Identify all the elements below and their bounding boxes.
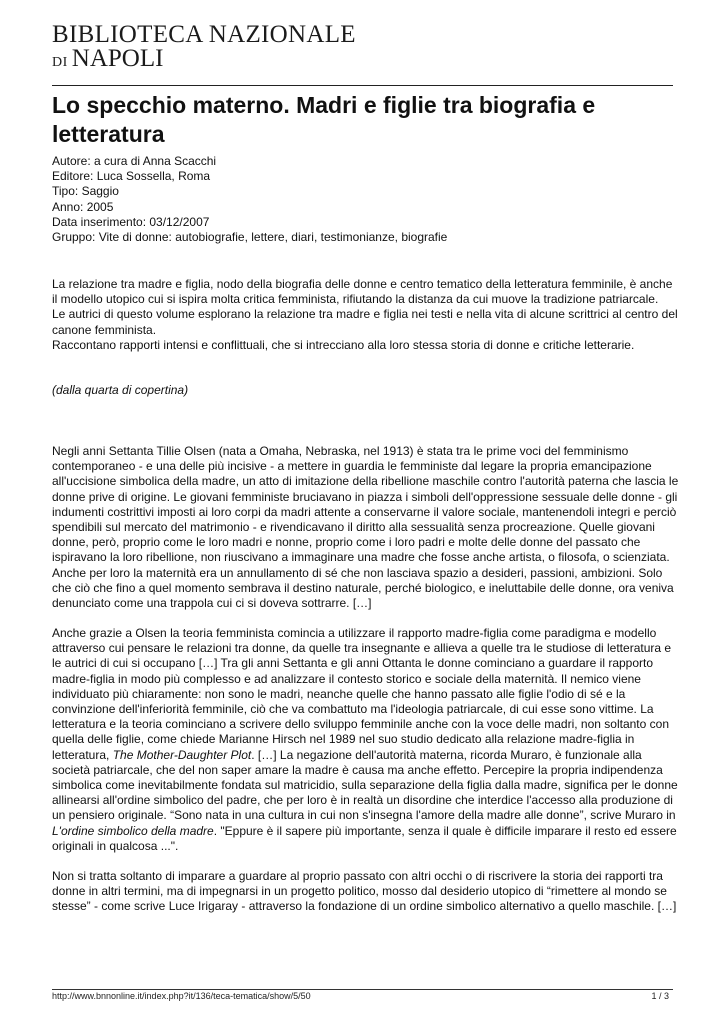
- excerpt-text-part: . "Eppure è il sapere più importante, senza il quale è difficile imparare il resto ed essere originali in qualcosa ...".: [52, 823, 677, 853]
- page-number: 1 / 3: [651, 991, 669, 1001]
- source-label: (dalla quarta di copertina): [52, 383, 189, 397]
- book-title-italic: The Mother-Daughter Plot: [112, 747, 252, 762]
- source-note: [52, 383, 679, 398]
- meta-type: Tipo: Saggio: [52, 184, 119, 199]
- library-logo: [52, 22, 356, 74]
- intro-paragraph: La relazione tra madre e figlia, nodo della biografia delle donne e centro tematico della letteratura femminile, è anche il modello utopico cui si ispira molta critica femminista, rifiutando la distanza da cui muove la tradizione patriarcale.: [52, 277, 673, 307]
- excerpt-paragraph-2: [52, 626, 679, 854]
- intro-section: [52, 277, 679, 353]
- excerpt-text: Negli anni Settanta Tillie Olsen (nata a Omaha, Nebraska, nel 1913) è stata tra le prime voci del femminismo contemporaneo - e una delle più incisive - a mettere in guardia le femministe dal legare la propria emancipazione all'uccisione simbolica della madre, un atto di imitazione della ribellione maschile contro l'autorità paterna che lascia le donne prive di origine. Le giovani femministe bruciavano in piazza i simboli dell'oppressione sessuale delle donne - gli indumenti costrittivi imposti ai loro corpi da madri attente a conservarne il valore sociale, mantenendoli integri e perciò spendibili sul mercato del matrimonio - e rivendicavano il diritto alla sessualità senza procreazione. Quelle giovani donne, però, proprio come le loro madri e nonne, proprio come i loro padri e molte delle donne del passato che ispiravano la loro ribellione, non riuscivano a immaginare una madre che fosse anche artista, o filosofa, o scienziata. Anche per loro la maternità era un annullamento di sé che non lasciava spazio a desideri, passioni, ambizioni. Solo che ciò che fino a quel momento sembrava il destino naturale, perché biologico, e ineluttabile delle donne, ora veniva denunciato come una trappola cui ci si doveva sottrarre. […]: [52, 444, 679, 611]
- excerpt-paragraph-1: [52, 444, 679, 611]
- excerpt-text: [52, 626, 679, 854]
- meta-date-added: Data inserimento: 03/12/2007: [52, 214, 210, 229]
- meta-publisher: Editore: Luca Sossella, Roma: [52, 169, 211, 184]
- meta-author: Autore: a cura di Anna Scacchi: [52, 154, 217, 168]
- meta-year: Anno: 2005: [52, 199, 114, 214]
- logo-di: DI: [52, 55, 68, 70]
- logo-line-1: BIBLIOTECA NAZIONALE: [52, 21, 356, 48]
- excerpt-text-part: . […] La negazione dell'autorità materna, ricorda Muraro, è funzionale alla società patriarcale, che del non saper amare la madre è causa ma anche effetto. Percepire la propria indipendenza simbolica come inevitabilmente fondata sul matricidio, sulla separazione della figlia dalla madre, significa per le donne allinearsi all'ordine simbolico del padre, che per loro è in realtà un disordine che interdice l'accesso alla produzione di un pensiero originale. “Sono nata in una cultura in cui non s'insegna l'amore della madre alle donne”, scrive Muraro in: [52, 747, 678, 823]
- logo-city: NAPOLI: [71, 45, 164, 72]
- book-title-italic: L'ordine simbolico della madre: [52, 823, 214, 838]
- footer-url: http://www.bnnonline.it/index.php?it/136/teca-tematica/show/5/50: [52, 991, 311, 1001]
- excerpt-paragraph-3: [52, 869, 679, 915]
- excerpt-text: Non si tratta soltanto di imparare a guardare al proprio passato con altri occhi o di riscrivere la storia dei rapporti tra donne in altri termini, ma di impegnarsi in un progetto politico, mosso dal desiderio utopico di “rimettere al mondo se stesse” - come scrive Luce Irigaray - attraverso la fondazione di un ordine simbolico alternativo a quello maschile. […]: [52, 869, 677, 914]
- excerpt-text-part: Anche grazie a Olsen la teoria femminista comincia a utilizzare il rapporto madre-figlia come paradigma e modello attraverso cui pensare le relazioni tra donne, da quelle tra insegnante e allieva a quelle tra le studiose di letteratura e le autrici di cui si occupano […] Tra gli anni Settanta e gli anni Ottanta le donne cominciano a guardare il rapporto madre-figlia in modo più complesso e ad analizzare il contesto storico e sociale della maternità. Il nemico viene individuato più chiaramente: non sono le madri, neanche quelle che hanno passato alle figlie l'odio di sé e la convinzione dell'inferiorità femminile, ciò che va combattuto ma l'ideologia patriarcale, di cui esse sono vittime. La letteratura e la teoria cominciano a scrivere dello sviluppo femminile anche con la voce delle madri, non soltanto con quella delle figlie, come chiede Marianne Hirsch nel 1989 nel suo studio dedicato alla relazione madre-figlia in letteratura,: [52, 626, 672, 762]
- logo-line-2: [52, 45, 356, 74]
- page-title: Lo specchio materno. Madri e figlie tra biografia e letteratura: [52, 92, 596, 147]
- header-divider: [52, 85, 673, 86]
- book-metadata: [52, 154, 447, 245]
- meta-group: Gruppo: Vite di donne: autobiografie, lettere, diari, testimonianze, biografie: [52, 230, 448, 245]
- intro-paragraph: Raccontano rapporti intensi e conflittuali, che si intrecciano alla loro stessa storia di donne e critiche letterarie.: [52, 337, 635, 352]
- intro-paragraph: Le autrici di questo volume esplorano la relazione tra madre e figlia nei testi e nella vita di alcune scrittrici al centro del canone femminista.: [52, 307, 678, 337]
- footer-divider: [52, 989, 673, 990]
